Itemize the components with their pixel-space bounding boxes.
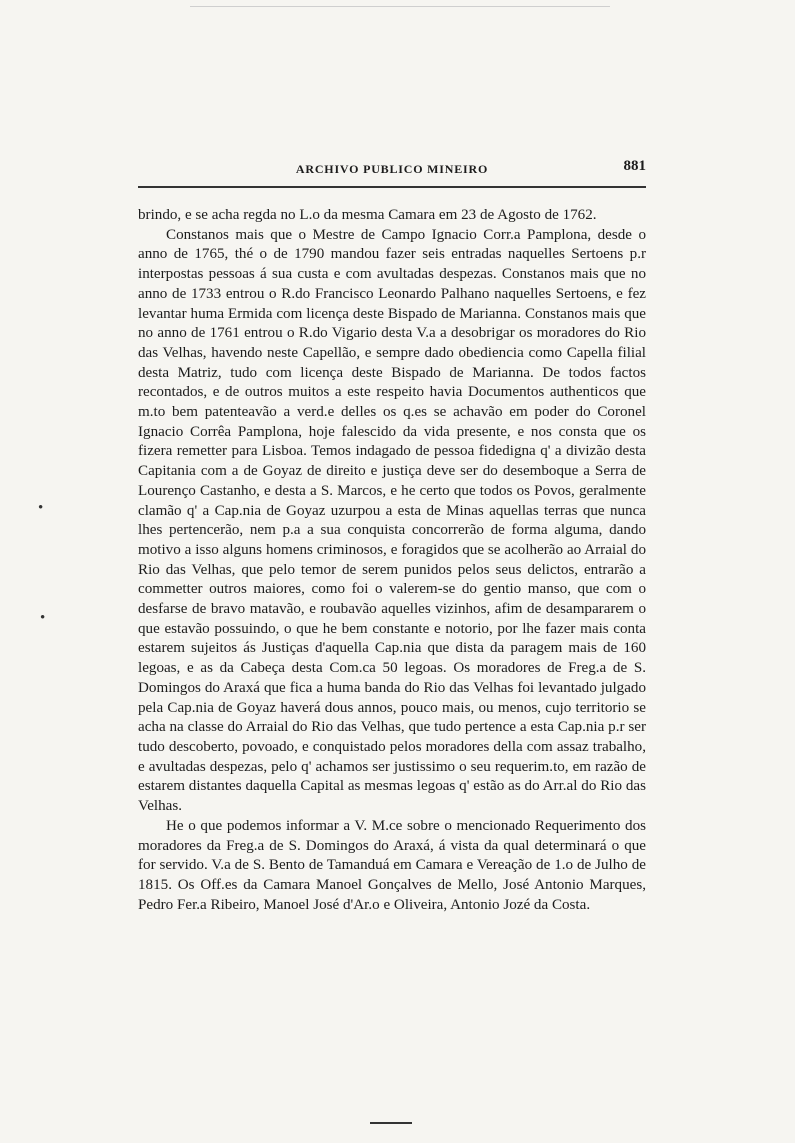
paragraph: Constanos mais que o Mestre de Campo Ignacio Corr.a Pamplona, desde o anno de 1765, thé o de 1790 mandou fazer seis entradas naquelles Sertoens p.r interpostas pessoas á sua custa e com avultadas despezas. Constanos mais que no anno de 1733 entrou o R.do Francisco Leonardo Palhano naquelles Sertoens, e fez levantar huma Ermida com licença deste Bispado de Marianna. Constanos mais que no anno de 1761 entrou o R.do Vigario desta V.a a desobrigar os moradores do Rio das Velhas, havendo neste Capellão, e sempre dado obediencia como Capella filial desta Matriz, tudo com licença deste Bispado de Marianna. De todos factos recontados, e de outros muitos a este respeito havia Documentos authenticos que m.to bem patenteavão a verd.e delles os q.es se achavão em poder do Coronel Ignacio Corrêa Pamplona, hoje falescido da vida presente, e nos consta que os fizera remetter para Lisboa. Temos indagado de pessoa fidedigna q' a divizão desta Capitania com a de Goyaz de direito e justiça deve ser do desemboque a Serra de Lourenço Castanho, e desta a S. Marcos, e he certo que todos os Povos, geralmente clamão q' a Cap.nia de Goyaz uzurpou a esta de Minas aquellas terras que nunca lhes pertencerão, nem p.a a sua conquista concorrerão de forma alguma, dando motivo a isso alguns homens criminosos, e foragidos que se acolherão ao Arraial do Rio das Velhas, que pelo temor de serem punidos pelos seus delictos, entrarão a commetter outros maiores, como foi o valerem-se do gentio manso, que com o desfarse de bravo matavão, e roubavão aquelles vizinhos, afim de desampararem o que estavão possuindo, o que he bem constante e notorio, por lhe fazer mais conta estarem sujeitos ás Justiças d'aquella Cap.nia que dista da paragem mais de 160 legoas, e as da Cabeça desta Com.ca 50 legoas. Os moradores de Freg.a de S. Domingos do Araxá que fica a huma banda do Rio das Velhas foi levantado julgado pela Cap.nia de Goyaz haverá dous annos, pouco mais, ou menos, cujo territorio se acha na classe do Arraial do Rio das Velhas, que tudo pertence a esta Cap.nia p.r ser tudo descoberto, povoado, e conquistado pelos moradores della com assaz trabalho, e avultadas despezas, pelo q' achamos ser justissimo o seu requerim.to, em razão de estarem distantes daquella Capital as mesmas legoas q' estão as do Arr.al do Rio das Velhas.	[138, 226, 646, 815]
page-header	[138, 158, 646, 182]
top-edge-rule	[190, 6, 610, 7]
page-number: 881	[623, 158, 646, 174]
body-text	[138, 206, 646, 915]
paragraph: He o que podemos informar a V. M.ce sobre o mencionado Requerimento dos moradores da Freg.a de S. Domingos do Araxá, á vista da qual determinará o que for servido. V.a de S. Bento de Tamanduá em Camara e Vereação de 1.o de Julho de 1815. Os Off.es da Camara Manoel Gonçalves de Mello, José Antonio Marques, Pedro Fer.a Ribeiro, Manoel José d'Ar.o e Oliveira, Antonio Jozé da Costa.	[138, 817, 646, 913]
paragraph: brindo, e se acha regda no L.o da mesma Camara em 23 de Agosto de 1762.	[138, 207, 597, 223]
header-rule	[138, 186, 646, 188]
end-rule	[370, 1122, 412, 1124]
margin-mark: •	[40, 610, 46, 626]
margin-mark: •	[38, 500, 44, 516]
running-title: ARCHIVO PUBLICO MINEIRO	[295, 162, 489, 176]
